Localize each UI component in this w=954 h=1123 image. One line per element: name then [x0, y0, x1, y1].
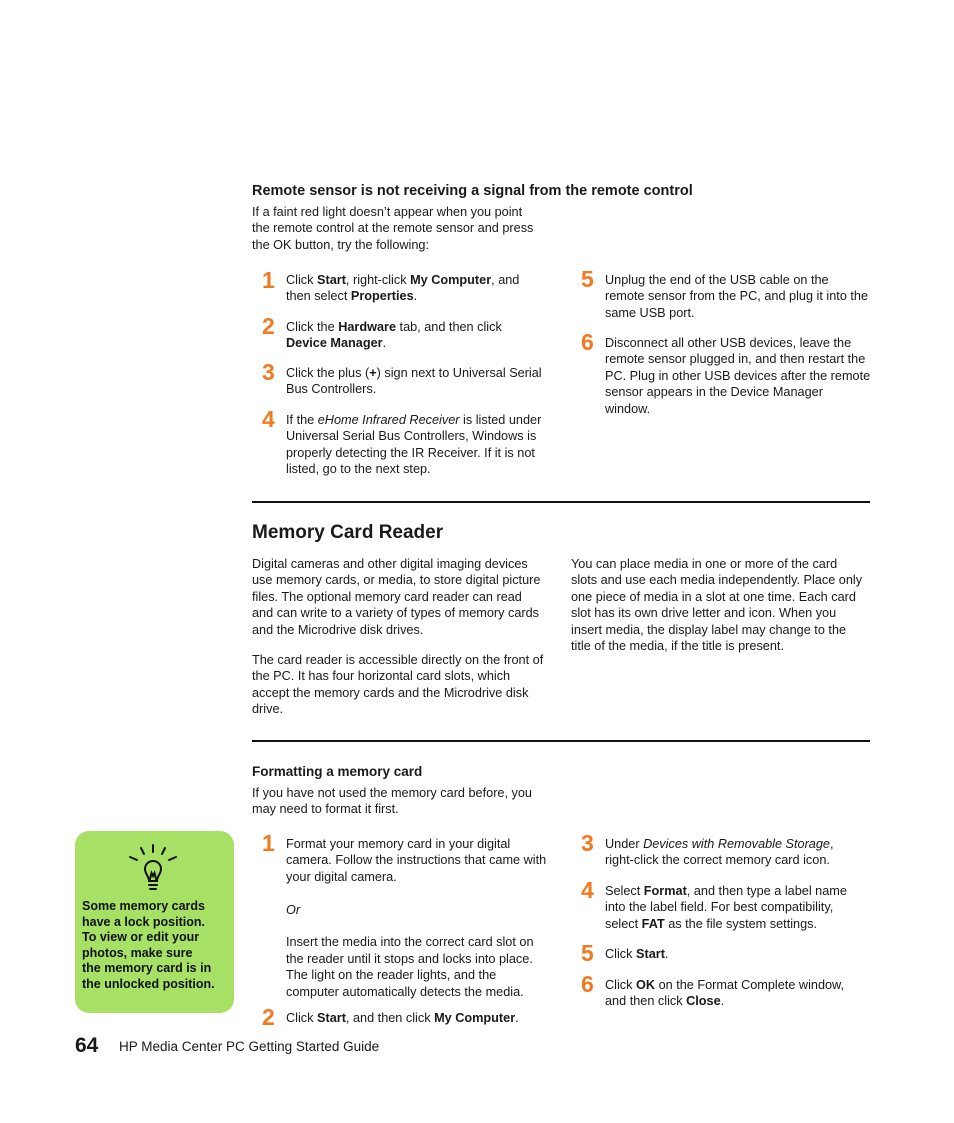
remote-heading: Remote sensor is not receiving a signal from the remote control	[252, 183, 693, 199]
page-number: 64	[75, 1034, 99, 1057]
step-number: 5	[581, 266, 594, 292]
step-number: 3	[581, 830, 594, 856]
tip-text: Some memory cards have a lock position. To view or edit your photos, make sure the memory card is in the unlocked position.	[82, 899, 215, 991]
step-text: Disconnect all other USB devices, leave the remote sensor plugged in, and then restart the PC. Plug in other USB devices after the remote sensor appears in the Device Manager window.	[605, 336, 871, 416]
step-number: 4	[581, 877, 594, 903]
step-number: 1	[262, 830, 275, 856]
step-text: Under Devices with Removable Storage, right-click the correct memory card icon.	[605, 837, 834, 868]
step-number: 6	[581, 971, 594, 997]
footer-title: HP Media Center PC Getting Started Guide	[119, 1039, 380, 1054]
section-divider	[252, 501, 870, 503]
memory-left-paragraph-2: The card reader is accessible directly on the front of the PC. It has four horizontal card slots, which accept the memory cards and the Microdrive disk drive.	[252, 653, 544, 717]
step-text: Click OK on the Format Complete window, and then click Close.	[605, 978, 845, 1009]
remote-intro: If a faint red light doesn’t appear when you point the remote control at the remote sensor and press the OK button, try the following:	[252, 205, 534, 252]
section-title: Memory Card Reader	[252, 522, 444, 543]
format-intro: If you have not used the memory card before, you may need to format it first.	[252, 786, 532, 817]
section-divider	[252, 740, 870, 742]
memory-right-paragraph: You can place media in one or more of the card slots and use each media independently. Place only one piece of media in a slot at one time. Each card slot has its own drive letter and icon. When you insert media, the display label may change to the title of the media, if the title is present.	[571, 557, 863, 654]
step-text: Click the Hardware tab, and then click Device Manager.	[286, 320, 502, 351]
memory-left-paragraph-1: Digital cameras and other digital imaging devices use memory cards, or media, to store digital picture files. The optional memory card reader can read and can write to a variety of types of memory cards and the Microdrive disk drives.	[252, 557, 541, 637]
format-heading: Formatting a memory card	[252, 764, 423, 779]
step-number: 1	[262, 267, 275, 293]
step-text: Click Start, right-click My Computer, and then select Properties.	[286, 273, 520, 304]
step-text: Select Format, and then type a label name into the label field. For best compatibility, select FAT as the file system settings.	[605, 884, 847, 931]
lightbulb-icon	[127, 843, 179, 891]
step-number: 4	[262, 406, 275, 432]
step-text: Unplug the end of the USB cable on the remote sensor from the PC, and plug it into the same USB port.	[605, 273, 869, 320]
step-number: 3	[262, 359, 275, 385]
step-text: Click Start.	[605, 947, 669, 961]
step-number: 5	[581, 940, 594, 966]
step-text: Click Start, and then click My Computer.	[286, 1011, 519, 1025]
step-text: Click the plus (+) sign next to Universal Serial Bus Controllers.	[286, 366, 542, 397]
step-number: 2	[262, 313, 275, 339]
step-number: 2	[262, 1004, 275, 1030]
step-text: Format your memory card in your digital camera. Follow the instructions that came with your digital camera. Or Insert the media into the correct card slot on the reader until it stops and locks into place. The light on the reader lights, and the computer automatically detects the media.	[286, 837, 547, 999]
step-text: If the eHome Infrared Receiver is listed under Universal Serial Bus Controllers, Windows is properly detecting the IR Receiver. If it is not listed, go to the next step.	[286, 413, 542, 477]
step-number: 6	[581, 329, 594, 355]
tip-box	[75, 831, 234, 1013]
